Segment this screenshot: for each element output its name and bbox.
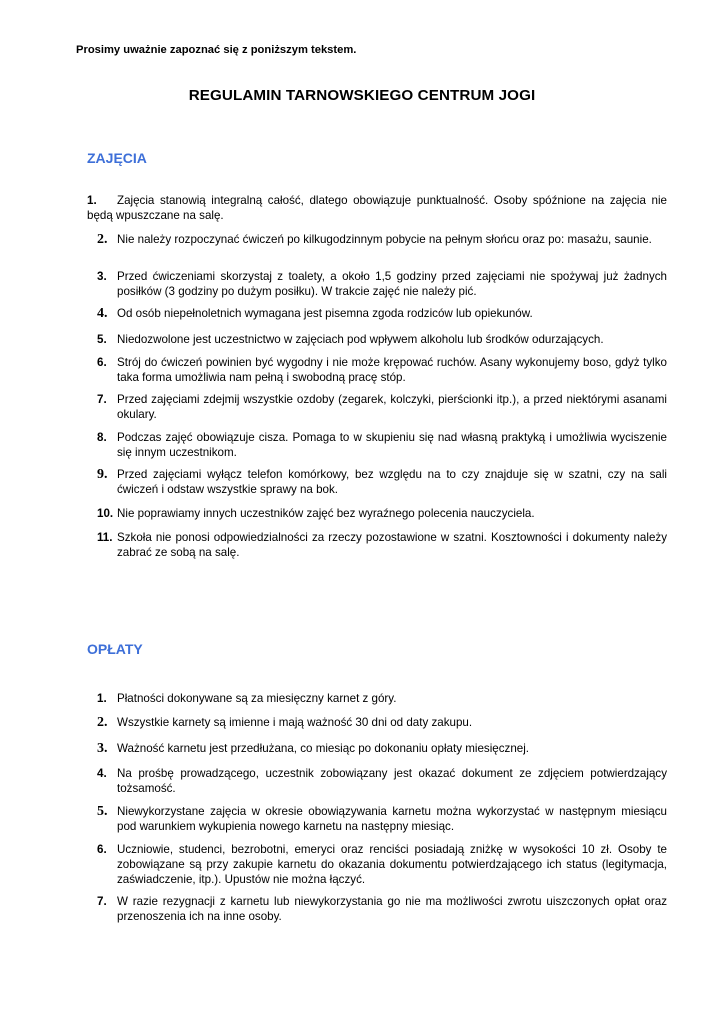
item-text: Niewykorzystane zajęcia w okresie obowiązywania karnetu można wykorzystać w następnym miesiącu pod warunkiem wykupienia nowego karnetu na następny miesiąc.: [117, 805, 667, 834]
item-text: W razie rezygnacji z karnetu lub niewykorzystania go nie ma możliwości zwrotu uiszczonych opłat oraz przenoszenia ich na inne osoby.: [117, 895, 667, 924]
item-text: Ważność karnetu jest przedłużana, co miesiąc po dokonaniu opłaty miesięcznej.: [117, 742, 530, 755]
section-heading-zajecia: ZAJĘCIA: [87, 150, 147, 166]
item-text: Strój do ćwiczeń powinien być wygodny i nie może krępować ruchów. Asany wykonujemy boso, gdyż tylko taka forma umożliwia nam pełną i swobodną pracę stóp.: [117, 356, 667, 385]
item-text: Niedozwolone jest uczestnictwo w zajęciach pod wpływem alkoholu lub środków odurzających.: [117, 333, 604, 346]
list-item: [97, 530, 667, 560]
item-number: 4.: [97, 306, 108, 321]
item-text: Szkoła nie ponosi odpowiedzialności za rzeczy pozostawione w szatni. Kosztowności i dokumenty należy zabrać ze sobą na salę.: [117, 531, 667, 560]
list-item: [97, 430, 667, 460]
document-title: REGULAMIN TARNOWSKIEGO CENTRUM JOGI: [188, 87, 536, 104]
list-item: [97, 232, 667, 247]
list-item: [97, 332, 667, 347]
item-text: Wszystkie karnety są imienne i mają ważność 30 dni od daty zakupu.: [117, 716, 473, 729]
list-item: [97, 392, 667, 422]
item-number: 10.: [97, 507, 114, 520]
item-text: Przed zajęciami zdejmij wszystkie ozdoby (zegarek, kolczyki, pierścionki itp.), a przed niektórymi asanami okulary.: [117, 393, 667, 422]
item-text: Podczas zajęć obowiązuje cisza. Pomaga to w skupieniu się nad własną praktyką i umożliwia wyciszenie się innym uczestnikom.: [117, 431, 667, 460]
item-number: 11.: [97, 531, 113, 544]
item-number: 7.: [97, 393, 107, 406]
list-item: [97, 741, 667, 756]
list-item: [97, 269, 667, 299]
item-number: 3.: [97, 270, 107, 283]
item-text: Od osób niepełnoletnich wymagana jest pisemna zgoda rodziców lub opiekunów.: [117, 307, 533, 320]
list-item: [97, 506, 667, 521]
item-text: Nie należy rozpoczynać ćwiczeń po kilkugodzinnym pobycie na pełnym słońcu oraz po: masażu, saunie.: [117, 233, 652, 246]
list-item: [97, 467, 667, 497]
list-item: [97, 715, 667, 730]
notice-text: Prosimy uważnie zapoznać się z poniższym tekstem.: [76, 44, 357, 56]
item-number: 4.: [97, 767, 107, 780]
item-text: Zajęcia stanowią integralną całość, dlatego obowiązuje punktualność. Osoby spóźnione na zajęcia nie będą wpuszczane na salę.: [87, 194, 667, 223]
list-item: [97, 804, 667, 834]
list-item: [87, 193, 667, 223]
list-item: [97, 842, 667, 888]
item-text: Przed zajęciami wyłącz telefon komórkowy, bez względu na to czy znajduje się w szatni, czy na sali ćwiczeń i odstaw wszystkie sprawy na bok.: [117, 468, 667, 497]
item-number: 9.: [97, 467, 108, 482]
item-number: 3.: [97, 741, 108, 756]
item-number: 5.: [97, 804, 108, 819]
item-number: 2.: [97, 232, 108, 247]
list-item: [97, 691, 667, 706]
item-number: 2.: [97, 715, 108, 730]
item-number: 1.: [97, 692, 107, 705]
list-item: [97, 894, 667, 924]
item-text: Nie poprawiamy innych uczestników zajęć bez wyraźnego polecenia nauczyciela.: [117, 507, 535, 520]
item-number: 8.: [97, 431, 107, 444]
section-heading-oplaty: OPŁATY: [87, 641, 143, 657]
item-text: Płatności dokonywane są za miesięczny karnet z góry.: [117, 692, 397, 705]
item-number: 6.: [97, 356, 107, 369]
item-number: 1.: [87, 194, 97, 207]
item-number: 7.: [97, 895, 107, 908]
list-item: [97, 355, 667, 385]
item-text: Na prośbę prowadzącego, uczestnik zobowiązany jest okazać dokument ze zdjęciem potwierdzający tożsamość.: [117, 767, 667, 796]
item-text: Przed ćwiczeniami skorzystaj z toalety, a około 1,5 godziny przed zajęciami nie spożywaj już żadnych posiłków (3 godziny po dużym posiłku). W trakcie zajęć nie należy pić.: [117, 270, 667, 299]
item-text: Uczniowie, studenci, bezrobotni, emeryci oraz renciści posiadają zniżkę w wysokości 10 zł. Osoby te zobowiązane są przy zakupie karnetu do okazania dokumentu potwierdzającego ich status (legitymacja, zaświadczenie, itp.). Upustów nie można łączyć.: [117, 843, 667, 887]
list-item: [97, 766, 667, 796]
item-number: 6.: [97, 843, 107, 856]
list-item: [97, 306, 667, 321]
item-number: 5.: [97, 333, 107, 346]
